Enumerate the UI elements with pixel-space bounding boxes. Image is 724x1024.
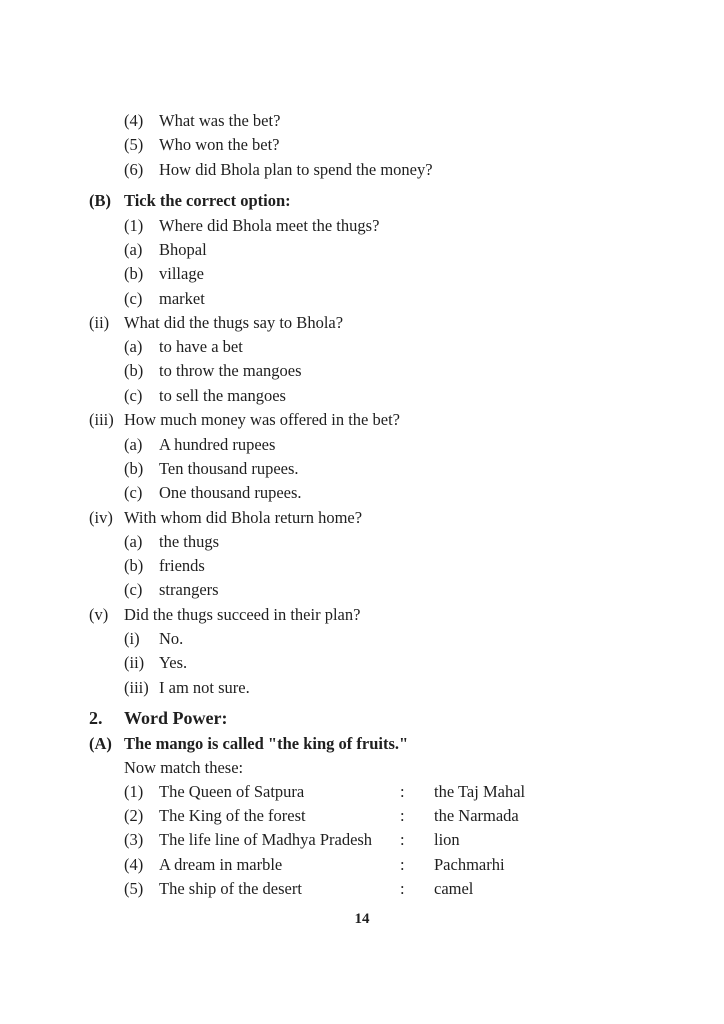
- option-text: to sell the mangoes: [159, 386, 286, 405]
- section-label: (A): [89, 734, 112, 753]
- option-text: strangers: [159, 580, 219, 599]
- option-text: Bhopal: [159, 240, 207, 259]
- question-number: (1): [124, 216, 144, 235]
- section-label: (B): [89, 191, 111, 210]
- option-text: to have a bet: [159, 337, 243, 356]
- row-number: (4): [124, 855, 144, 874]
- match-left: The life line of Madhya Pradesh: [159, 830, 373, 849]
- option-text: I am not sure.: [159, 678, 250, 697]
- match-separator: :: [400, 806, 405, 825]
- match-left: The ship of the desert: [159, 879, 302, 898]
- question-text: Who won the bet?: [159, 135, 280, 154]
- match-separator: :: [400, 830, 405, 849]
- option-letter: (c): [124, 483, 143, 502]
- option-letter: (a): [124, 240, 143, 259]
- section-title: The mango is called "the king of fruits.": [124, 734, 409, 753]
- row-number: (5): [124, 879, 144, 898]
- question-number: (5): [124, 135, 144, 154]
- match-left: The King of the forest: [159, 806, 306, 825]
- row-number: (1): [124, 782, 144, 801]
- option-text: Yes.: [159, 653, 188, 672]
- option-letter: (iii): [124, 678, 149, 697]
- match-right: camel: [434, 879, 474, 898]
- option-text: One thousand rupees.: [159, 483, 302, 502]
- question-text: Where did Bhola meet the thugs?: [159, 216, 380, 235]
- question-number: (ii): [89, 313, 110, 332]
- option-letter: (a): [124, 337, 143, 356]
- question-text: What did the thugs say to Bhola?: [124, 313, 344, 332]
- option-letter: (b): [124, 556, 144, 575]
- option-letter: (c): [124, 580, 143, 599]
- option-letter: (c): [124, 386, 143, 405]
- question-text: How did Bhola plan to spend the money?: [159, 160, 433, 179]
- option-letter: (b): [124, 361, 144, 380]
- section-title: Tick the correct option:: [124, 191, 291, 210]
- question-number: (iv): [89, 508, 113, 527]
- page-number: 14: [354, 911, 370, 927]
- match-right: the Taj Mahal: [434, 782, 526, 801]
- question-text: Did the thugs succeed in their plan?: [124, 605, 361, 624]
- match-separator: :: [400, 879, 405, 898]
- question-number: (4): [124, 111, 144, 130]
- row-number: (2): [124, 806, 144, 825]
- option-text: friends: [159, 556, 205, 575]
- instruction-text: Now match these:: [124, 758, 244, 777]
- option-text: Ten thousand rupees.: [159, 459, 299, 478]
- option-text: No.: [159, 629, 184, 648]
- question-number: (6): [124, 160, 144, 179]
- option-letter: (a): [124, 435, 143, 454]
- section-heading: Word Power:: [124, 708, 228, 728]
- question-text: What was the bet?: [159, 111, 281, 130]
- option-letter: (ii): [124, 653, 145, 672]
- section-number: 2.: [89, 708, 103, 728]
- option-text: to throw the mangoes: [159, 361, 302, 380]
- option-text: A hundred rupees: [159, 435, 276, 454]
- option-letter: (c): [124, 289, 143, 308]
- match-left: The Queen of Satpura: [159, 782, 305, 801]
- option-text: market: [159, 289, 205, 308]
- question-number: (iii): [89, 410, 114, 429]
- option-text: village: [159, 264, 204, 283]
- match-right: lion: [434, 830, 460, 849]
- match-separator: :: [400, 855, 405, 874]
- question-text: How much money was offered in the bet?: [124, 410, 400, 429]
- match-separator: :: [400, 782, 405, 801]
- row-number: (3): [124, 830, 144, 849]
- question-text: With whom did Bhola return home?: [124, 508, 363, 527]
- option-letter: (b): [124, 264, 144, 283]
- option-letter: (i): [124, 629, 140, 648]
- option-letter: (b): [124, 459, 144, 478]
- option-letter: (a): [124, 532, 143, 551]
- question-number: (v): [89, 605, 109, 624]
- match-right: Pachmarhi: [434, 855, 505, 874]
- option-text: the thugs: [159, 532, 220, 551]
- match-left: A dream in marble: [159, 855, 283, 874]
- match-right: the Narmada: [434, 806, 519, 825]
